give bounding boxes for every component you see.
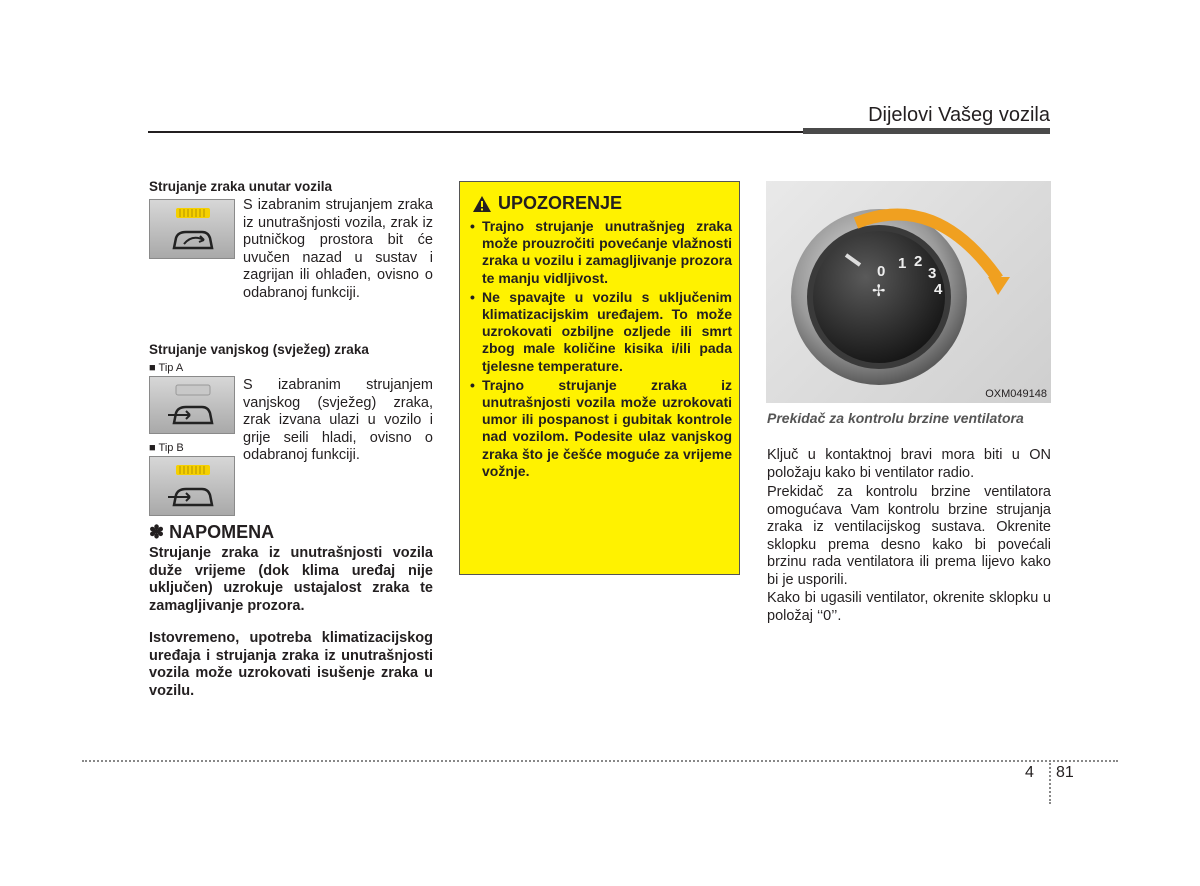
warning-item: • Ne spavajte u vozilu s uključenim klimatizacijskim uređajem. To može uzrokovati ozbiljne ozljede ili smrt zbog male količine kisika i/ili pada tjelesne temperature. bbox=[470, 289, 732, 375]
recirculation-description: S izabranim strujanjem zraka iz unutrašnjosti vozila, zrak iz putničkog prostora bit će uvučen nazad u sustav i zagrijan ili ohlađen, ovisno o odabranoj funkciji. bbox=[243, 197, 433, 301]
fresh-air-icon bbox=[150, 457, 234, 515]
type-a-label: ■ Tip A bbox=[149, 362, 184, 374]
right-paragraph-2: Prekidač za kontrolu brzine ventilatora omogućava Vam kontrolu brzine strujanja zraka iz ventilacijskog sustava. Okrenite sklopku prema desno kako bi povećali brzinu rada ventilatora ili prema lijevo kako bi je usporili. bbox=[767, 484, 1051, 588]
fresh-air-description: S izabranim strujanjem vanjskog (svježeg) zraka, zrak izvana ulazi u vozilo i grije seili hladi, ovisno o odabranoj funkciji. bbox=[243, 377, 433, 463]
image-code: OXM049148 bbox=[985, 388, 1047, 400]
warning-item: • Trajno strujanje unutrašnjeg zraka može prouzročiti povećanje vlažnosti zraka u vozilu i zamagljivanje prozora te manju vidljivost. bbox=[470, 218, 732, 287]
right-paragraph-3: Kako bi ugasili ventilator, okrenite sklopku u položaj ‘‘0’’. bbox=[767, 590, 1051, 624]
section-title-fresh-air: Strujanje vanjskog (svježeg) zraka bbox=[149, 342, 369, 357]
fan-icon: ✢ bbox=[872, 283, 886, 300]
section-title-recirculation: Strujanje zraka unutar vozila bbox=[149, 179, 333, 194]
photo-caption: Prekidač za kontrolu brzine ventilatora bbox=[767, 410, 1024, 426]
warning-triangle-icon bbox=[472, 195, 492, 213]
note-paragraph-1: Strujanje zraka iz unutrašnjosti vozila duže vrijeme (dok klima uređaj nije uključen) uzrokuje ustajalost zraka te zamagljivanje prozora. bbox=[149, 545, 433, 614]
dial-label: 2 bbox=[914, 253, 923, 270]
warning-box bbox=[459, 181, 740, 575]
recirculation-icon bbox=[150, 200, 234, 258]
note-title: ✽ NAPOMENA bbox=[149, 522, 275, 542]
fresh-air-icon bbox=[150, 377, 234, 433]
type-b-label: ■ Tip B bbox=[149, 442, 184, 454]
right-paragraph-1: Ključ u kontaktnoj bravi mora biti u ON položaju kako bi ventilator radio. bbox=[767, 447, 1051, 481]
warning-title: UPOZORENJE bbox=[498, 193, 623, 213]
dial-label: 3 bbox=[928, 265, 937, 282]
warning-item: • Trajno strujanje zraka iz unutrašnjosti vozila može uzrokovati umor ili pospanost i gubitak kontrole nad vozilom. Podesite ulaz vanjskog zraka što je češće moguće za vrijeme vožnje. bbox=[470, 377, 732, 480]
page-header-title: Dijelovi Vašeg vozila bbox=[868, 104, 1050, 126]
chapter-number: 4 bbox=[1025, 764, 1034, 781]
page-number: 81 bbox=[1056, 764, 1074, 781]
fresh-air-button-type-a-image bbox=[149, 376, 235, 434]
note-paragraph-2: Istovremeno, upotreba klimatizacijskog uređaja i strujanja zraka iz unutrašnjosti vozila može uzrokovati isušenje zraka u vozilu. bbox=[149, 630, 433, 699]
fan-speed-knob-illustration bbox=[766, 181, 1051, 403]
dial-label: 1 bbox=[898, 255, 907, 272]
fan-speed-dial-photo bbox=[766, 181, 1051, 403]
recirculation-button-image bbox=[149, 199, 235, 259]
warning-list bbox=[470, 218, 732, 482]
dial-label: 4 bbox=[934, 281, 943, 298]
footer-page-divider bbox=[1049, 760, 1051, 804]
footer-dotted-rule bbox=[82, 760, 1118, 762]
header-accent-bar bbox=[803, 128, 1050, 134]
fresh-air-button-type-b-image bbox=[149, 456, 235, 516]
dial-label: 0 bbox=[877, 263, 886, 280]
